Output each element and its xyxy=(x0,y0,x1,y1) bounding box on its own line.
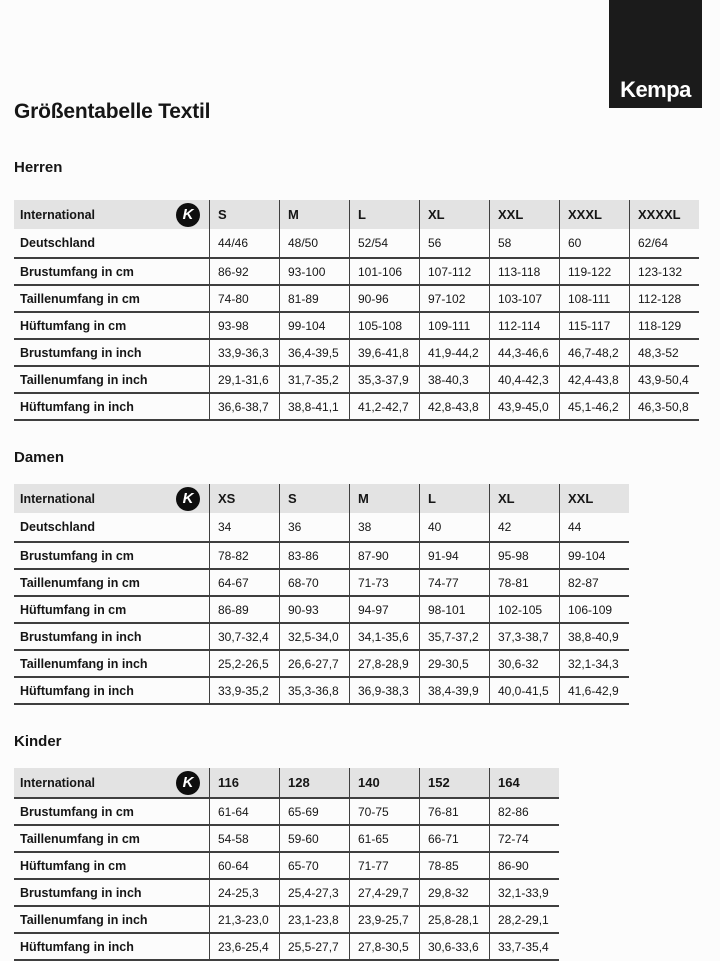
table-row xyxy=(14,311,699,338)
value-cell: 40 xyxy=(419,513,489,541)
table-header-row xyxy=(14,484,629,513)
table-row xyxy=(14,541,629,568)
section-heading-damen: Damen xyxy=(14,449,65,466)
value-cell: 25,5-27,7 xyxy=(279,934,349,959)
value-cell: 105-108 xyxy=(349,313,419,338)
corner-label-text: International xyxy=(20,775,96,790)
size-header-cell: M xyxy=(349,484,419,513)
kempa-k-badge-icon: K xyxy=(176,487,200,511)
value-cell: 102-105 xyxy=(489,597,559,622)
value-cell: 86-90 xyxy=(489,853,559,878)
value-cell: 115-117 xyxy=(559,313,629,338)
value-cell: 38-40,3 xyxy=(419,367,489,392)
value-cell: 93-100 xyxy=(279,259,349,284)
value-cell: 97-102 xyxy=(419,286,489,311)
size-header-cell: 164 xyxy=(489,768,559,797)
value-cell: 42,4-43,8 xyxy=(559,367,629,392)
size-header-cell: XS xyxy=(209,484,279,513)
value-cell: 90-93 xyxy=(279,597,349,622)
value-cell: 60-64 xyxy=(209,853,279,878)
value-cell: 43,9-45,0 xyxy=(489,394,559,419)
value-cell: 44,3-46,6 xyxy=(489,340,559,365)
size-header-cell: 152 xyxy=(419,768,489,797)
row-label: Taillenumfang in cm xyxy=(20,831,140,846)
row-label: Brustumfang in inch xyxy=(20,885,142,900)
value-cell: 87-90 xyxy=(349,543,419,568)
value-cell: 61-65 xyxy=(349,826,419,851)
value-cell: 35,7-37,2 xyxy=(419,624,489,649)
value-cell: 46,3-50,8 xyxy=(629,394,699,419)
value-cell: 118-129 xyxy=(629,313,699,338)
size-header-cell: XXL xyxy=(559,484,629,513)
table-row xyxy=(14,676,629,703)
value-cell: 38 xyxy=(349,513,419,541)
value-cell: 43,9-50,4 xyxy=(629,367,699,392)
value-cell: 74-80 xyxy=(209,286,279,311)
value-cell: 25,8-28,1 xyxy=(419,907,489,932)
value-cell: 107-112 xyxy=(419,259,489,284)
value-cell: 33,7-35,4 xyxy=(489,934,559,959)
value-cell: 65-69 xyxy=(279,799,349,824)
row-label: Taillenumfang in inch xyxy=(20,372,148,387)
section-heading-kinder: Kinder xyxy=(14,733,62,750)
row-label: Hüftumfang in cm xyxy=(20,858,127,873)
table-row xyxy=(14,824,559,851)
value-cell: 81-89 xyxy=(279,286,349,311)
value-cell: 103-107 xyxy=(489,286,559,311)
table-row xyxy=(14,392,699,419)
value-cell: 99-104 xyxy=(559,543,629,568)
row-label: Hüftumfang in inch xyxy=(20,939,134,954)
size-header-cell: XXL xyxy=(489,200,559,229)
value-cell: 59-60 xyxy=(279,826,349,851)
row-label: Brustumfang in inch xyxy=(20,629,142,644)
kempa-k-badge-icon: K xyxy=(176,771,200,795)
damen-size-table xyxy=(14,484,629,705)
table-row xyxy=(14,905,559,932)
value-cell: 35,3-36,8 xyxy=(279,678,349,703)
value-cell: 60 xyxy=(559,229,629,257)
value-cell: 36,4-39,5 xyxy=(279,340,349,365)
page-title: Größentabelle Textil xyxy=(14,100,211,123)
value-cell: 95-98 xyxy=(489,543,559,568)
kempa-k-badge-icon: K xyxy=(176,203,200,227)
value-cell: 109-111 xyxy=(419,313,489,338)
table-row xyxy=(14,649,629,676)
value-cell: 36 xyxy=(279,513,349,541)
value-cell: 98-101 xyxy=(419,597,489,622)
value-cell: 32,1-34,3 xyxy=(559,651,629,676)
value-cell: 30,7-32,4 xyxy=(209,624,279,649)
value-cell: 66-71 xyxy=(419,826,489,851)
kempa-logo-text: Kempa xyxy=(620,77,691,102)
row-label: Taillenumfang in inch xyxy=(20,912,148,927)
row-label: Brustumfang in inch xyxy=(20,345,142,360)
value-cell: 48/50 xyxy=(279,229,349,257)
table-row xyxy=(14,568,629,595)
table-row xyxy=(14,797,559,824)
corner-label-text: International xyxy=(20,491,96,506)
size-header-cell: S xyxy=(279,484,349,513)
value-cell: 68-70 xyxy=(279,570,349,595)
value-cell: 90-96 xyxy=(349,286,419,311)
value-cell: 76-81 xyxy=(419,799,489,824)
table-row xyxy=(14,229,699,257)
value-cell: 32,1-33,9 xyxy=(489,880,559,905)
value-cell: 23,1-23,8 xyxy=(279,907,349,932)
value-cell: 48,3-52 xyxy=(629,340,699,365)
value-cell: 23,6-25,4 xyxy=(209,934,279,959)
size-header-cell: 116 xyxy=(209,768,279,797)
value-cell: 38,4-39,9 xyxy=(419,678,489,703)
row-label: Deutschland xyxy=(20,520,96,534)
value-cell: 113-118 xyxy=(489,259,559,284)
kinder-size-table xyxy=(14,768,559,961)
value-cell: 41,6-42,9 xyxy=(559,678,629,703)
row-label: Deutschland xyxy=(20,236,96,250)
table-header-row xyxy=(14,768,559,797)
size-header-cell: XXXL xyxy=(559,200,629,229)
herren-size-table xyxy=(14,200,699,421)
table-row xyxy=(14,513,629,541)
value-cell: 108-111 xyxy=(559,286,629,311)
value-cell: 94-97 xyxy=(349,597,419,622)
value-cell: 78-81 xyxy=(489,570,559,595)
value-cell: 42,8-43,8 xyxy=(419,394,489,419)
value-cell: 65-70 xyxy=(279,853,349,878)
value-cell: 70-75 xyxy=(349,799,419,824)
value-cell: 112-114 xyxy=(489,313,559,338)
value-cell: 45,1-46,2 xyxy=(559,394,629,419)
value-cell: 36,6-38,7 xyxy=(209,394,279,419)
row-label: Brustumfang in cm xyxy=(20,548,134,563)
value-cell: 86-92 xyxy=(209,259,279,284)
value-cell: 29,1-31,6 xyxy=(209,367,279,392)
value-cell: 82-87 xyxy=(559,570,629,595)
value-cell: 33,9-35,2 xyxy=(209,678,279,703)
value-cell: 30,6-32 xyxy=(489,651,559,676)
size-header-cell: XL xyxy=(489,484,559,513)
value-cell: 23,9-25,7 xyxy=(349,907,419,932)
table-corner-label xyxy=(14,768,209,797)
value-cell: 71-77 xyxy=(349,853,419,878)
value-cell: 58 xyxy=(489,229,559,257)
size-header-cell: XL xyxy=(419,200,489,229)
value-cell: 40,0-41,5 xyxy=(489,678,559,703)
row-label: Hüftumfang in cm xyxy=(20,318,127,333)
size-header-cell: 128 xyxy=(279,768,349,797)
value-cell: 24-25,3 xyxy=(209,880,279,905)
value-cell: 34 xyxy=(209,513,279,541)
value-cell: 82-86 xyxy=(489,799,559,824)
row-label: Brustumfang in cm xyxy=(20,804,134,819)
value-cell: 41,2-42,7 xyxy=(349,394,419,419)
size-header-cell: 140 xyxy=(349,768,419,797)
value-cell: 56 xyxy=(419,229,489,257)
value-cell: 106-109 xyxy=(559,597,629,622)
value-cell: 52/54 xyxy=(349,229,419,257)
value-cell: 64-67 xyxy=(209,570,279,595)
value-cell: 36,9-38,3 xyxy=(349,678,419,703)
size-header-cell: L xyxy=(419,484,489,513)
value-cell: 27,4-29,7 xyxy=(349,880,419,905)
value-cell: 32,5-34,0 xyxy=(279,624,349,649)
value-cell: 54-58 xyxy=(209,826,279,851)
corner-label-text: International xyxy=(20,207,96,222)
value-cell: 83-86 xyxy=(279,543,349,568)
kempa-logo xyxy=(609,0,702,108)
value-cell: 38,8-41,1 xyxy=(279,394,349,419)
table-row xyxy=(14,932,559,959)
value-cell: 21,3-23,0 xyxy=(209,907,279,932)
value-cell: 74-77 xyxy=(419,570,489,595)
table-row xyxy=(14,595,629,622)
value-cell: 44 xyxy=(559,513,629,541)
row-label: Hüftumfang in inch xyxy=(20,683,134,698)
value-cell: 119-122 xyxy=(559,259,629,284)
row-label: Taillenumfang in cm xyxy=(20,291,140,306)
table-row xyxy=(14,878,559,905)
value-cell: 27,8-30,5 xyxy=(349,934,419,959)
size-header-cell: XXXXL xyxy=(629,200,699,229)
value-cell: 26,6-27,7 xyxy=(279,651,349,676)
value-cell: 41,9-44,2 xyxy=(419,340,489,365)
row-label: Brustumfang in cm xyxy=(20,264,134,279)
value-cell: 38,8-40,9 xyxy=(559,624,629,649)
value-cell: 34,1-35,6 xyxy=(349,624,419,649)
table-row xyxy=(14,851,559,878)
value-cell: 27,8-28,9 xyxy=(349,651,419,676)
table-header-row xyxy=(14,200,699,229)
value-cell: 62/64 xyxy=(629,229,699,257)
value-cell: 31,7-35,2 xyxy=(279,367,349,392)
value-cell: 46,7-48,2 xyxy=(559,340,629,365)
value-cell: 25,2-26,5 xyxy=(209,651,279,676)
size-header-cell: M xyxy=(279,200,349,229)
row-label: Taillenumfang in inch xyxy=(20,656,148,671)
value-cell: 35,3-37,9 xyxy=(349,367,419,392)
value-cell: 112-128 xyxy=(629,286,699,311)
value-cell: 30,6-33,6 xyxy=(419,934,489,959)
value-cell: 39,6-41,8 xyxy=(349,340,419,365)
value-cell: 72-74 xyxy=(489,826,559,851)
value-cell: 91-94 xyxy=(419,543,489,568)
table-corner-label xyxy=(14,200,209,229)
section-heading-herren: Herren xyxy=(14,159,63,176)
value-cell: 71-73 xyxy=(349,570,419,595)
value-cell: 40,4-42,3 xyxy=(489,367,559,392)
value-cell: 42 xyxy=(489,513,559,541)
table-row xyxy=(14,257,699,284)
value-cell: 78-85 xyxy=(419,853,489,878)
table-row xyxy=(14,338,699,365)
value-cell: 33,9-36,3 xyxy=(209,340,279,365)
row-label: Hüftumfang in cm xyxy=(20,602,127,617)
table-row xyxy=(14,622,629,649)
row-label: Hüftumfang in inch xyxy=(20,399,134,414)
size-header-cell: S xyxy=(209,200,279,229)
value-cell: 123-132 xyxy=(629,259,699,284)
table-row xyxy=(14,365,699,392)
size-header-cell: L xyxy=(349,200,419,229)
value-cell: 78-82 xyxy=(209,543,279,568)
table-corner-label xyxy=(14,484,209,513)
value-cell: 28,2-29,1 xyxy=(489,907,559,932)
value-cell: 99-104 xyxy=(279,313,349,338)
value-cell: 44/46 xyxy=(209,229,279,257)
table-row xyxy=(14,284,699,311)
value-cell: 86-89 xyxy=(209,597,279,622)
value-cell: 29,8-32 xyxy=(419,880,489,905)
value-cell: 61-64 xyxy=(209,799,279,824)
value-cell: 37,3-38,7 xyxy=(489,624,559,649)
value-cell: 101-106 xyxy=(349,259,419,284)
value-cell: 25,4-27,3 xyxy=(279,880,349,905)
value-cell: 29-30,5 xyxy=(419,651,489,676)
row-label: Taillenumfang in cm xyxy=(20,575,140,590)
value-cell: 93-98 xyxy=(209,313,279,338)
